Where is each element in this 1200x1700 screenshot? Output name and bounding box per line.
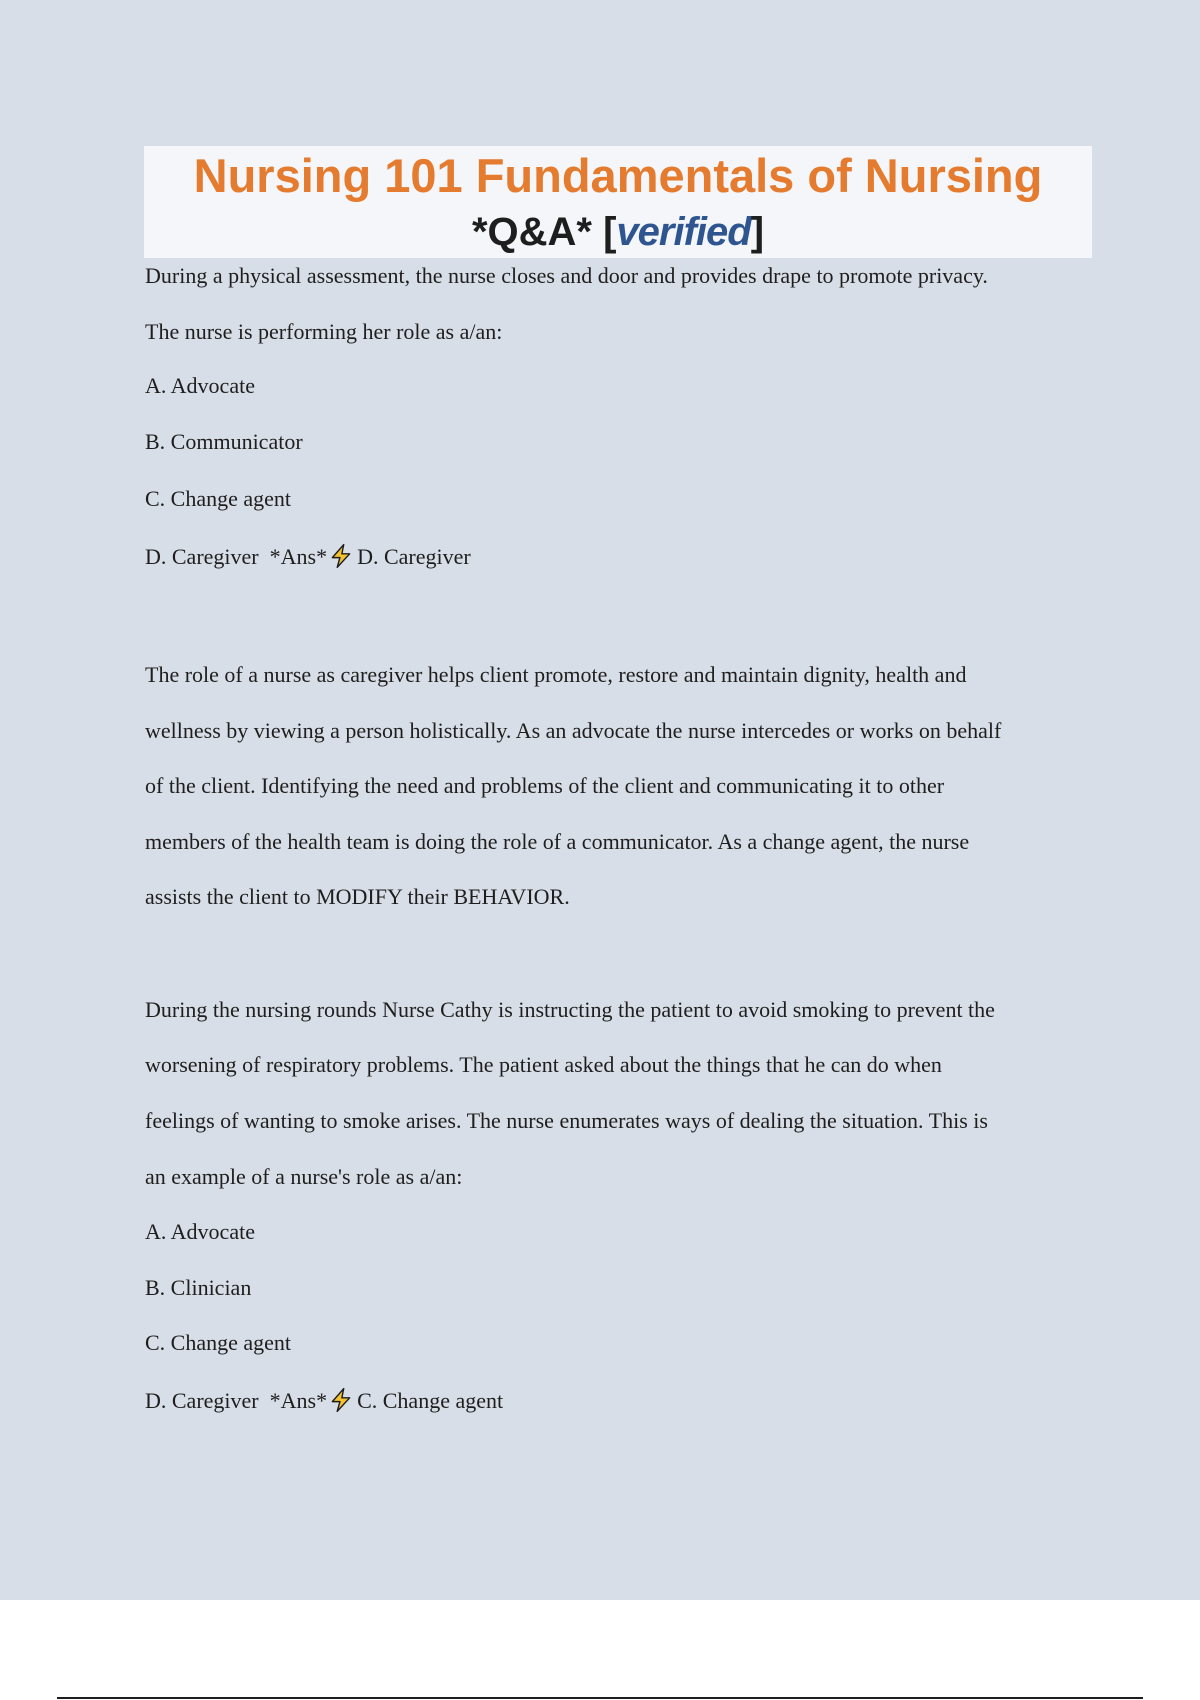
q2-stem-line-2: worsening of respiratory problems. The patient asked about the things that he can do when xyxy=(145,1052,942,1077)
q1-option-a: A. Advocate xyxy=(145,373,255,398)
footer-divider xyxy=(57,1697,1143,1699)
q1-option-c: C. Change agent xyxy=(145,486,292,511)
q1-stem-line-1: During a physical assessment, the nurse closes and door and provides drape to promote privacy. xyxy=(145,263,988,288)
q2-option-a: A. Advocate xyxy=(145,1219,255,1244)
title-banner xyxy=(144,146,1092,258)
lightning-bolt-icon xyxy=(328,1387,354,1413)
document-subtitle xyxy=(144,208,1092,256)
explanation-line-5: assists the client to MODIFY their BEHAVIOR. xyxy=(145,884,570,909)
q2-option-c: C. Change agent xyxy=(145,1330,292,1355)
explanation-line-3: of the client. Identifying the need and problems of the client and communicating it to other xyxy=(145,773,945,798)
explanation-line-4: members of the health team is doing the role of a communicator. As a change agent, the nurse xyxy=(145,829,970,854)
q2-stem-line-4: an example of a nurse's role as a/an: xyxy=(145,1164,463,1189)
q2-stem-line-1: During the nursing rounds Nurse Cathy is instructing the patient to avoid smoking to prevent the xyxy=(145,997,995,1022)
q2-option-d-answer xyxy=(145,1387,503,1415)
explanation-line-2: wellness by viewing a person holistically. As an advocate the nurse intercedes or works on behalf xyxy=(145,718,1002,743)
q2-option-d: D. Caregiver xyxy=(145,1388,259,1413)
explanation-line-1: The role of a nurse as caregiver helps client promote, restore and maintain dignity, health and xyxy=(145,662,967,687)
q2-option-b: B. Clinician xyxy=(145,1275,252,1300)
q2-answer: C. Change agent xyxy=(357,1388,504,1413)
subtitle-suffix: ] xyxy=(750,210,765,254)
document-title: Nursing 101 Fundamentals of Nursing xyxy=(193,149,1043,202)
verified-stamp: verified xyxy=(616,210,751,254)
q2-ans-marker: *Ans* xyxy=(269,1388,328,1413)
lightning-bolt-icon xyxy=(328,543,354,569)
q1-option-b: B. Communicator xyxy=(145,429,303,454)
q1-stem-line-2: The nurse is performing her role as a/an: xyxy=(145,319,503,344)
q1-option-d-answer xyxy=(145,543,471,571)
subtitle-prefix: *Q&A* [ xyxy=(471,210,617,254)
q1-answer: D. Caregiver xyxy=(357,544,471,569)
q2-stem-line-3: feelings of wanting to smoke arises. The nurse enumerates ways of dealing the situation. This is xyxy=(145,1108,988,1133)
q1-option-d: D. Caregiver xyxy=(145,544,259,569)
q1-ans-marker: *Ans* xyxy=(269,544,328,569)
